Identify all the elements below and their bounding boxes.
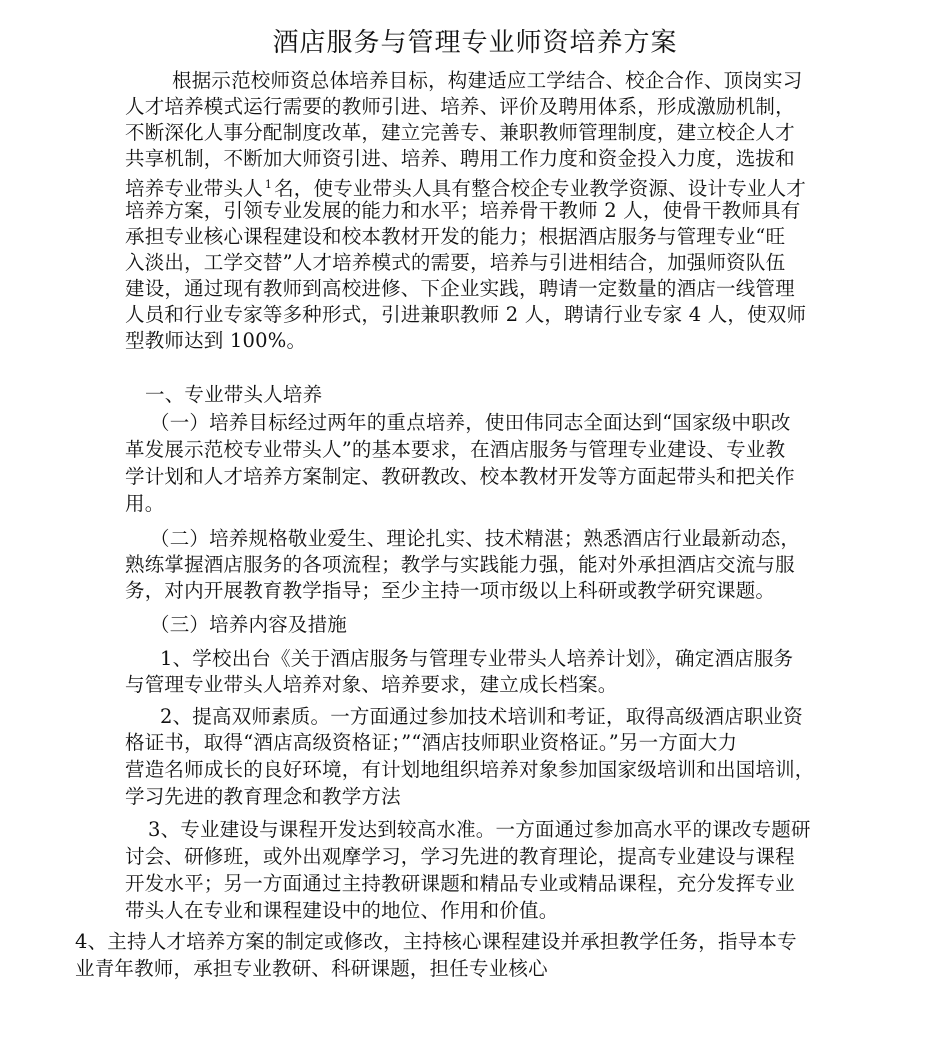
text-line: 革发展示范校专业带头人”的基本要求，在酒店服务与管理专业建设、专业教 <box>125 438 786 461</box>
text-line: 不断深化人事分配制度改革，建立完善专、兼职教师管理制度，建立校企人才 <box>125 121 795 144</box>
text-line: （一）培养目标经过两年的重点培养，使田伟同志全面达到“国家级中职改 <box>150 411 791 434</box>
text-line: 入淡出，工学交替”人才培养模式的需要，培养与引进相结合，加强师资队伍 <box>125 251 786 274</box>
text-line: 学习先进的教育理念和教学方法 <box>125 785 401 808</box>
text-line: 开发水平；另一方面通过主持教研课题和精品专业或精品课程，充分发挥专业 <box>125 872 795 895</box>
text-line: 型教师达到 100%。 <box>125 329 307 352</box>
text-line: 务，对内开展教育教学指导；至少主持一项市级以上科研或教学研究课题。 <box>125 579 776 602</box>
text-line: （二）培养规格敬业爱生、理论扎实、技术精湛；熟悉酒店行业最新动态， <box>150 527 801 550</box>
text-line: 用。 <box>125 492 165 515</box>
text-segment: 名，使专业带头人具有整合校企专业教学资源、设计专业人才 <box>274 177 807 200</box>
text-line: 讨会、研修班，或外出观摩学习，学习先进的教育理论，提高专业建设与课程 <box>125 845 795 868</box>
text-line: 格证书，取得“酒店高级资格证；”“酒店技师职业资格证。”另一方面大力 <box>125 731 738 754</box>
text-line: 营造名师成长的良好环境，有计划地组织培养对象参加国家级培训和出国培训， <box>125 758 815 781</box>
subsection-heading: （三）培养内容及措施 <box>150 613 348 636</box>
text-line: 共享机制，不断加大师资引进、培养、聘用工作力度和资金投入力度，选拔和 <box>125 147 795 170</box>
text-line: 人员和行业专家等多种形式，引进兼职教师 2 人，聘请行业专家 4 人，使双师 <box>125 303 807 326</box>
section-heading: 一、专业带头人培养 <box>145 383 323 406</box>
text-line: 熟练掌握酒店服务的各项流程；教学与实践能力强，能对外承担酒店交流与服 <box>125 553 795 576</box>
text-line: 3、专业建设与课程开发达到较高水准。一方面通过参加高水平的课改专题研 <box>148 818 811 841</box>
text-line: 建设，通过现有教师到高校进修、下企业实践，聘请一定数量的酒店一线管理 <box>125 277 795 300</box>
text-line: 培养方案，引领专业发展的能力和水平；培养骨干教师 2 人，使骨干教师具有 <box>125 199 801 222</box>
text-line: 业青年教师，承担专业教研、科研课题，担任专业核心 <box>75 957 548 980</box>
text-line: 带头人在专业和课程建设中的地位、作用和价值。 <box>125 899 559 922</box>
text-line: 4、主持人才培养方案的制定或修改，主持核心课程建设并承担教学任务，指导本专 <box>75 930 797 953</box>
text-segment: 培养专业带头人 <box>125 177 263 200</box>
text-line: 学计划和人才培养方案制定、教研教改、校本教材开发等方面起带头和把关作 <box>125 465 795 488</box>
text-line: 1、学校出台《关于酒店服务与管理专业带头人培养计划》，确定酒店服务 <box>160 647 794 670</box>
text-line: 根据示范校师资总体培养目标，构建适应工学结合、校企合作、顶岗实习 <box>172 69 803 92</box>
text-line: 与管理专业带头人培养对象、培养要求，建立成长档案。 <box>125 673 618 696</box>
text-line: 人才培养模式运行需要的教师引进、培养、评价及聘用体系，形成激励机制， <box>125 95 795 118</box>
text-line: 承担专业核心课程建设和校本教材开发的能力；根据酒店服务与管理专业“旺 <box>125 225 786 248</box>
superscript-number: 1 <box>264 178 273 191</box>
document-title: 酒店服务与管理专业师资培养方案 <box>272 28 678 58</box>
text-line: 2、提高双师素质。一方面通过参加技术培训和考证，取得高级酒店职业资 <box>160 705 804 728</box>
